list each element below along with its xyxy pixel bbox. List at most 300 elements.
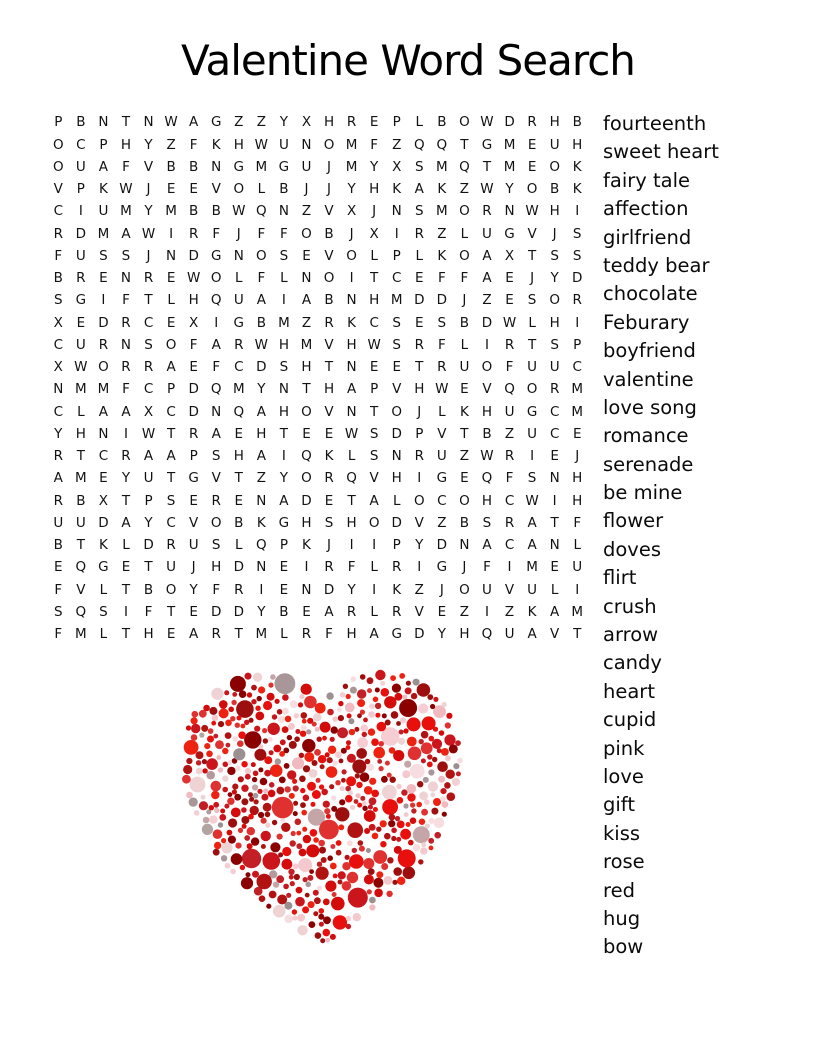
grid-cell: M xyxy=(503,136,516,153)
heart-dot xyxy=(272,797,294,819)
grid-cell: Q xyxy=(256,537,267,554)
grid-cell: Q xyxy=(210,292,222,309)
heart-dot xyxy=(319,820,339,840)
grid-cell: G xyxy=(233,314,245,331)
grid-cell: J xyxy=(236,225,241,242)
heart-dot xyxy=(335,751,342,758)
grid-cell: X xyxy=(392,158,402,175)
grid-cell: H xyxy=(549,203,560,220)
heart-dot xyxy=(326,766,338,778)
grid-cell: K xyxy=(98,537,108,554)
grid-cell: N xyxy=(301,136,312,153)
heart-dot xyxy=(374,889,383,898)
heart-dot xyxy=(338,824,344,830)
heart-dot xyxy=(186,758,192,764)
grid-cell: U xyxy=(53,514,64,531)
heart-dot xyxy=(245,673,252,680)
grid-cell: D xyxy=(391,514,402,531)
grid-cell: O xyxy=(391,403,403,420)
heart-dot xyxy=(397,877,405,885)
grid-cell: H xyxy=(572,136,583,153)
heart-dot xyxy=(446,770,455,779)
grid-cell: C xyxy=(76,136,86,153)
grid-cell: Z xyxy=(166,136,176,153)
grid-cell: S xyxy=(369,425,379,442)
grid-cell: H xyxy=(75,425,86,442)
heart-dot xyxy=(291,831,296,836)
heart-dot xyxy=(329,784,334,789)
heart-dot xyxy=(275,758,281,764)
heart-dot xyxy=(209,805,214,810)
word-list-item: flower xyxy=(603,509,664,533)
grid-cell: H xyxy=(481,492,493,509)
grid-cell: L xyxy=(573,537,581,554)
grid-cell: K xyxy=(392,581,402,598)
grid-cell: O xyxy=(165,336,177,353)
heart-dot xyxy=(421,842,426,847)
grid-cell: Q xyxy=(75,559,87,576)
heart-dot xyxy=(357,699,365,707)
grid-cell: R xyxy=(53,448,63,465)
heart-dot xyxy=(403,803,408,808)
heart-dot xyxy=(425,824,430,829)
heart-dot xyxy=(306,844,319,857)
grid-cell: U xyxy=(504,403,515,420)
grid-cell: U xyxy=(527,425,538,442)
grid-cell: A xyxy=(414,181,424,198)
heart-dot xyxy=(293,801,298,806)
heart-dot xyxy=(253,673,262,682)
grid-cell: N xyxy=(549,537,560,554)
heart-dot xyxy=(434,818,445,829)
grid-cell: H xyxy=(278,336,289,353)
grid-cell: O xyxy=(459,114,470,131)
heart-dot xyxy=(427,694,433,700)
grid-cell: S xyxy=(482,514,492,531)
grid-cell: H xyxy=(256,425,267,442)
heart-dot xyxy=(313,713,321,721)
grid-cell: S xyxy=(211,448,221,465)
grid-cell: F xyxy=(54,626,63,643)
grid-cell: Y xyxy=(279,470,289,487)
grid-cell: O xyxy=(368,514,380,531)
heart-dot xyxy=(273,745,281,753)
grid-cell: A xyxy=(211,425,221,442)
grid-cell: U xyxy=(482,225,492,242)
grid-cell: B xyxy=(234,514,244,531)
grid-cell: O xyxy=(481,359,493,376)
grid-cell: H xyxy=(549,314,560,331)
word-list-item: rose xyxy=(603,850,645,874)
heart-dot xyxy=(301,810,307,816)
grid-cell: O xyxy=(323,270,335,287)
heart-dot xyxy=(410,817,417,824)
heart-dot xyxy=(300,788,305,793)
heart-dot xyxy=(338,715,344,721)
grid-cell: K xyxy=(347,314,357,331)
grid-cell: Y xyxy=(347,581,356,598)
grid-cell: E xyxy=(234,492,244,509)
grid-cell: F xyxy=(280,225,288,242)
heart-dot xyxy=(366,848,371,853)
heart-dot xyxy=(277,834,283,840)
grid-cell: O xyxy=(459,581,470,598)
heart-dot xyxy=(328,746,336,754)
heart-dot xyxy=(410,764,425,779)
heart-dot xyxy=(322,736,327,741)
grid-cell: G xyxy=(391,626,402,643)
grid-cell: V xyxy=(53,181,63,198)
heart-dot xyxy=(290,700,298,708)
heart-dot xyxy=(293,785,299,791)
grid-cell: A xyxy=(256,448,266,465)
heart-dot xyxy=(282,847,291,856)
grid-cell: H xyxy=(301,359,312,376)
heart-dot xyxy=(235,766,240,771)
heart-dot xyxy=(399,673,405,679)
heart-dot xyxy=(186,725,191,730)
heart-dot xyxy=(373,850,387,864)
heart-dot xyxy=(214,842,221,849)
grid-cell: H xyxy=(211,559,222,576)
grid-cell: Q xyxy=(75,603,87,620)
heart-dot xyxy=(367,889,372,894)
heart-dot xyxy=(428,781,438,791)
heart-dot xyxy=(259,895,266,902)
grid-cell: D xyxy=(143,537,154,554)
heart-dot xyxy=(250,806,259,815)
heart-dot xyxy=(390,777,396,783)
heart-dot xyxy=(371,790,379,798)
heart-dot xyxy=(411,693,417,699)
grid-cell: G xyxy=(75,292,87,309)
grid-cell: D xyxy=(211,603,222,620)
word-list-item: love xyxy=(603,764,644,788)
grid-cell: A xyxy=(53,470,63,487)
heart-dot xyxy=(196,768,203,775)
grid-cell: J xyxy=(327,537,332,554)
grid-cell: L xyxy=(257,181,266,198)
heart-dot xyxy=(388,820,395,827)
grid-cell: L xyxy=(370,559,378,576)
grid-cell: A xyxy=(482,537,492,554)
grid-cell: I xyxy=(372,537,377,554)
heart-dot xyxy=(455,740,461,746)
grid-cell: D xyxy=(414,626,425,643)
heart-dot xyxy=(242,849,261,868)
heart-dot xyxy=(221,855,227,861)
grid-cell: H xyxy=(301,514,312,531)
grid-cell: B xyxy=(256,314,266,331)
grid-cell: A xyxy=(98,403,109,420)
heart-dot xyxy=(358,840,364,846)
heart-dot xyxy=(347,872,358,883)
heart-dot xyxy=(356,782,362,788)
grid-cell: W xyxy=(164,114,178,131)
grid-cell: E xyxy=(99,270,108,287)
grid-cell: K xyxy=(459,403,469,420)
heart-dot xyxy=(261,831,271,841)
heart-dot xyxy=(353,913,361,921)
grid-cell: X xyxy=(301,114,312,131)
heart-dot xyxy=(287,735,292,740)
grid-cell: J xyxy=(146,247,151,264)
heart-dot xyxy=(351,676,357,682)
grid-cell: T xyxy=(324,359,334,376)
grid-cell: F xyxy=(460,270,469,287)
heart-dot xyxy=(211,781,222,792)
grid-cell: T xyxy=(302,381,311,398)
grid-cell: S xyxy=(144,336,153,353)
heart-dot xyxy=(191,724,200,733)
word-list-item: candy xyxy=(603,651,662,675)
heart-dot xyxy=(386,891,392,897)
grid-cell: T xyxy=(121,581,131,598)
grid-cell: U xyxy=(75,158,86,175)
heart-dot xyxy=(360,710,365,715)
grid-cell: J xyxy=(575,448,580,465)
heart-dot xyxy=(318,914,324,920)
grid-cell: L xyxy=(77,403,85,420)
grid-cell: L xyxy=(235,537,243,554)
heart-dot xyxy=(369,904,375,910)
heart-dot xyxy=(300,731,306,737)
heart-dot xyxy=(219,814,226,821)
grid-cell: G xyxy=(210,247,222,264)
grid-cell: C xyxy=(392,270,402,287)
heart-dot xyxy=(190,777,206,793)
heart-dot xyxy=(307,875,313,881)
heart-dot xyxy=(293,811,298,816)
heart-dot xyxy=(363,718,368,723)
heart-dot xyxy=(232,736,237,741)
heart-dot xyxy=(331,726,338,733)
heart-dot xyxy=(411,808,416,813)
heart-dot xyxy=(418,859,423,864)
grid-cell: L xyxy=(460,225,469,242)
grid-cell: W xyxy=(141,425,156,442)
grid-cell: R xyxy=(392,559,402,576)
heart-dot xyxy=(318,840,325,847)
grid-cell: T xyxy=(527,247,537,264)
grid-cell: J xyxy=(462,559,467,576)
grid-cell: S xyxy=(166,492,176,509)
heart-dot xyxy=(252,777,257,782)
grid-cell: R xyxy=(482,203,492,220)
grid-cell: T xyxy=(460,136,469,153)
word-list-item: fairy tale xyxy=(603,168,690,192)
heart-dot xyxy=(350,805,355,810)
heart-dot xyxy=(444,782,451,789)
heart-dot xyxy=(420,847,427,854)
grid-cell: H xyxy=(481,403,493,420)
grid-cell: I xyxy=(575,314,580,331)
heart-dot xyxy=(404,761,411,768)
heart-dot xyxy=(204,743,210,749)
grid-cell: W xyxy=(186,270,201,287)
grid-cell: K xyxy=(211,136,221,153)
heart-dot xyxy=(310,829,318,837)
page-title: Valentine Word Search xyxy=(181,36,635,85)
heart-dot xyxy=(398,849,416,867)
heart-dot xyxy=(258,686,265,693)
grid-cell: C xyxy=(504,492,515,509)
grid-cell: T xyxy=(279,425,289,442)
heart-dot xyxy=(389,814,396,821)
heart-dot xyxy=(338,701,343,706)
grid-cell: Q xyxy=(413,136,425,153)
grid-cell: T xyxy=(234,626,243,643)
heart-dot xyxy=(362,801,367,806)
grid-cell: A xyxy=(279,492,289,509)
heart-dot xyxy=(211,688,223,700)
grid-cell: M xyxy=(165,203,177,220)
grid-cell: H xyxy=(278,403,289,420)
grid-cell: Z xyxy=(256,470,266,487)
grid-cell: I xyxy=(575,203,580,220)
grid-cell: R xyxy=(301,626,312,643)
heart-dot xyxy=(275,699,280,704)
heart-dot xyxy=(228,818,237,827)
grid-cell: N xyxy=(211,403,222,420)
grid-cell: W xyxy=(74,359,88,376)
grid-cell: D xyxy=(98,314,109,331)
heart-dot xyxy=(404,812,409,817)
grid-cell: R xyxy=(76,270,86,287)
heart-dot xyxy=(325,881,336,892)
heart-dot xyxy=(361,724,369,732)
heart-dot xyxy=(360,796,365,801)
grid-cell: R xyxy=(234,336,244,353)
grid-cell: N xyxy=(211,158,222,175)
grid-cell: M xyxy=(526,559,538,576)
heart-dot xyxy=(332,760,338,766)
heart-dot xyxy=(257,874,272,889)
heart-dot xyxy=(249,797,254,802)
grid-cell: E xyxy=(76,314,86,331)
grid-cell: L xyxy=(167,292,175,309)
grid-cell: L xyxy=(280,270,288,287)
grid-cell: G xyxy=(98,559,109,576)
grid-cell: W xyxy=(254,136,269,153)
heart-dot xyxy=(301,684,312,695)
heart-dot xyxy=(371,738,379,746)
heart-dot xyxy=(442,702,447,707)
heart-dot xyxy=(407,793,415,801)
grid-cell: I xyxy=(552,492,557,509)
heart-dot xyxy=(234,794,241,801)
grid-cell: S xyxy=(279,359,289,376)
heart-dot xyxy=(265,823,270,828)
heart-dot xyxy=(396,721,401,726)
grid-cell: O xyxy=(459,492,470,509)
grid-cell: Z xyxy=(459,603,470,620)
heart-dot xyxy=(430,704,435,709)
heart-dot xyxy=(317,886,322,891)
grid-cell: T xyxy=(144,292,153,309)
heart-dot xyxy=(375,688,380,693)
heart-dot xyxy=(439,730,445,736)
grid-cell: D xyxy=(504,114,515,131)
grid-cell: L xyxy=(99,626,108,643)
heart-dot xyxy=(232,784,238,790)
heart-dot xyxy=(380,841,386,847)
grid-cell: T xyxy=(347,492,356,509)
heart-dot xyxy=(230,869,236,875)
heart-dot xyxy=(427,754,432,759)
heart-dot xyxy=(313,911,318,916)
heart-dot xyxy=(257,789,262,794)
heart-dot xyxy=(347,822,363,838)
heart-dot xyxy=(375,713,380,718)
heart-dot xyxy=(282,726,289,733)
grid-cell: B xyxy=(550,181,560,198)
grid-cell: E xyxy=(369,359,379,376)
heart-dot xyxy=(298,702,303,707)
heart-dot xyxy=(241,877,253,889)
heart-dot xyxy=(302,827,307,832)
heart-dot xyxy=(284,902,292,910)
heart-dot xyxy=(241,807,247,813)
heart-dot xyxy=(270,842,280,852)
heart-dot xyxy=(419,819,425,825)
grid-cell: E xyxy=(369,114,379,131)
heart-dot xyxy=(201,725,208,732)
heart-dot xyxy=(335,780,340,785)
grid-cell: H xyxy=(120,136,132,153)
heart-dot xyxy=(349,729,355,735)
heart-dot xyxy=(228,836,236,844)
grid-cell: T xyxy=(166,425,176,442)
grid-cell: Y xyxy=(189,581,198,598)
grid-cell: U xyxy=(188,537,199,554)
grid-cell: E xyxy=(302,603,311,620)
heart-dot xyxy=(219,700,228,709)
heart-dot xyxy=(252,784,258,790)
heart-dot xyxy=(222,775,228,781)
grid-cell: T xyxy=(482,158,492,175)
heart-dot xyxy=(309,921,316,928)
grid-cell: R xyxy=(53,225,63,242)
grid-cell: U xyxy=(301,158,312,175)
heart-dot xyxy=(201,795,206,800)
heart-dot xyxy=(369,778,376,785)
grid-cell: S xyxy=(414,203,424,220)
grid-cell: M xyxy=(345,158,358,175)
grid-cell: V xyxy=(392,381,402,398)
grid-cell: V xyxy=(369,470,379,487)
heart-dot xyxy=(397,797,404,804)
grid-cell: A xyxy=(527,514,537,531)
grid-cell: S xyxy=(527,470,537,487)
grid-cell: R xyxy=(211,626,221,643)
grid-cell: S xyxy=(414,158,424,175)
grid-cell: P xyxy=(370,381,379,398)
heart-dot xyxy=(261,794,268,801)
grid-cell: N xyxy=(391,203,402,220)
grid-cell: B xyxy=(53,537,63,554)
grid-cell: Y xyxy=(505,181,514,198)
grid-cell: L xyxy=(392,492,401,509)
heart-dot xyxy=(213,734,218,739)
grid-cell: Y xyxy=(370,158,379,175)
heart-dot xyxy=(313,890,319,896)
grid-cell: E xyxy=(505,270,514,287)
grid-cell: H xyxy=(459,626,470,643)
heart-dot xyxy=(399,730,404,735)
grid-cell: N xyxy=(549,470,560,487)
heart-dot xyxy=(428,838,434,844)
